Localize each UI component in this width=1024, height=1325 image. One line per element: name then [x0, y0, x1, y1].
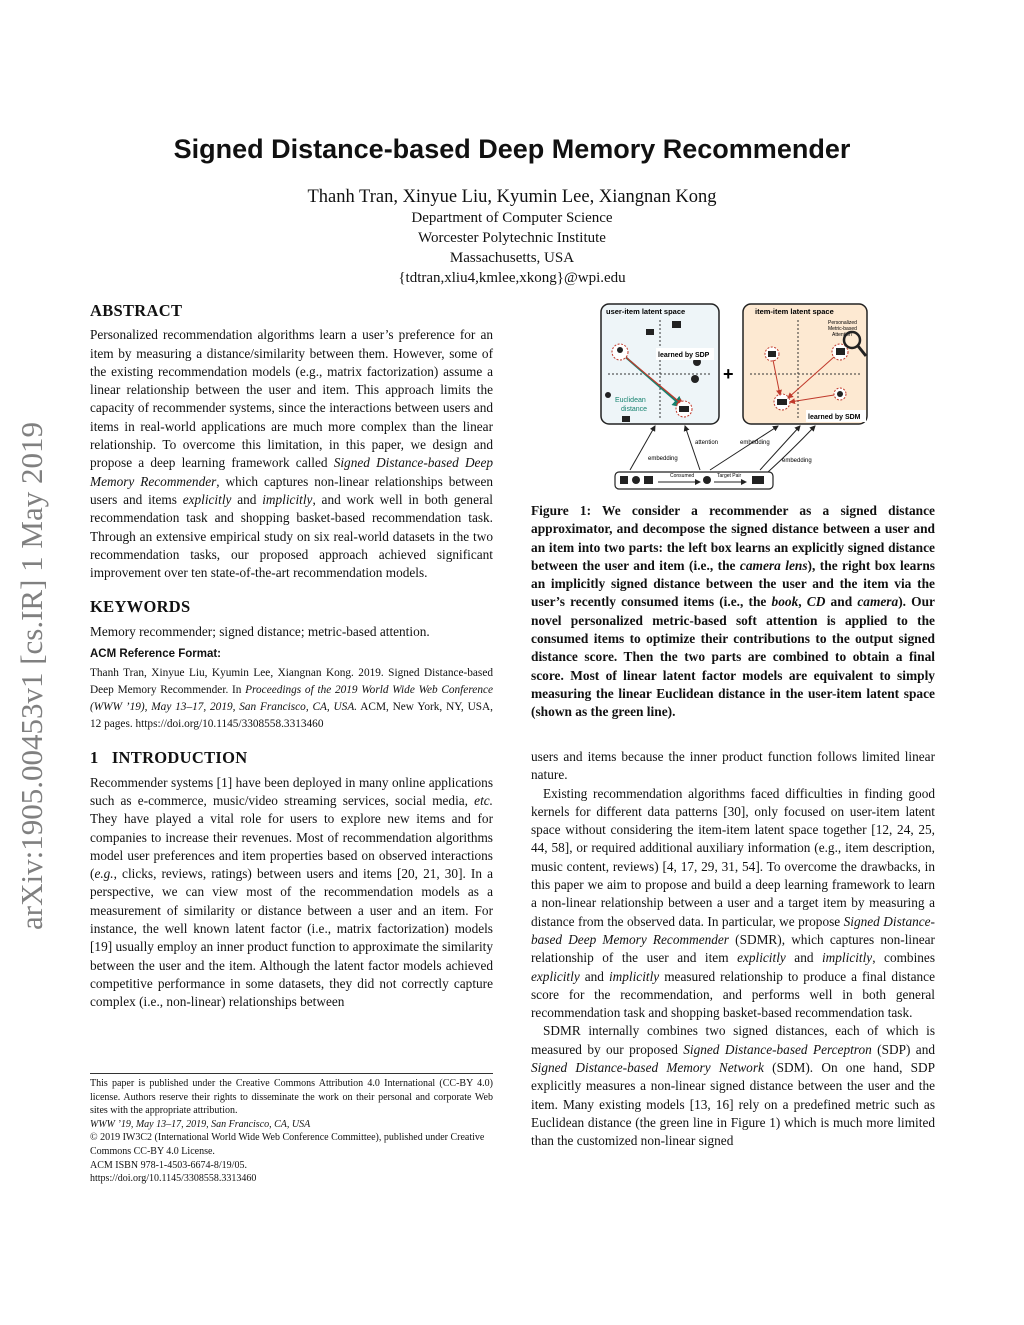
abstract-text: Personalized recommendation algorithms learn a user’s preference for an item by measuring a distance/similarity between them. However, some of the existing recommendation models (e.g., matrix factorization) assume a linear relationship between the user and item. This approach limits the capacity of recommender systems, since the interactions between users and items in real-world applications are much more complex than the linear relationship. To overcome this limitation, in this paper, we design and propose a deep learning framework called Signed Distance-based Deep Memory Recommender, which captures non-linear relationships between users and items explicitly and implicitly, and work well in both general recommendation task and shopping basket-based recommendation task. Through an extensive empirical study on six real-world datasets in the two recommendation tasks, our proposed approach achieved significant improvement over ten state-of-the-art recommendation models. [90, 327, 494, 581]
figure-1-caption: Figure 1: We consider a recommender as a signed distance approximator, and decompose the signed distance between a user and an item into two parts: the left box learns an explicitly signed distance between the user and item (i.e., the camera lens), the right box learns an implicitly signed distance between the user and the item via the user’s recently consumed items (i.e., the book, CD and camera). Our novel personalized metric-based soft attention is applied to the consumed items to optimize their contributions to the output signed distance score. Then the two parts are combined to obtain a final score. Most of linear latent factor models are equivalent to simply measuring the linear Euclidean distance in the user-item latent space (shown as the green line). [531, 503, 935, 720]
input-camera-icon [644, 476, 653, 484]
camera-icon [672, 321, 681, 328]
arxiv-stamp-text: arXiv:1905.00453v1 [cs.IR] 1 May 2019 [14, 422, 49, 930]
affiliation-email: {tdtran,xliu4,kmlee,xkong}@wpi.edu [398, 270, 626, 286]
author-list: Thanh Tran, Xinyue Liu, Kyumin Lee, Xiangnan Kong [307, 187, 717, 207]
affiliation-department: Department of Computer Science [411, 210, 613, 226]
intro-paragraph-2: Existing recommendation algorithms faced difficulties in finding good kernels for different data patterns [30], only focused on user-item latent space without considering the item-item latent space together [12, 24, 25, 44, 58], or required additional auxiliary information (e.g., item description, music content, reviews) [4, 17, 29, 31, 54]. To overcome the drawbacks, in this paper we aim to propose and build a deep learning framework to learn a non-linear relationship between a user and a target item by measuring a distance from the observed data. In particular, we propose Signed Distance-based Deep Memory Recommender (SDMR), which captures non-linear relationship of the user and item explicitly and implicitly, combines explicitly and implicitly measured relationship to produce a final distance score for the recommendation, and performs well in both general recommendation task and shopping basket-based recommendation task. [531, 785, 935, 1021]
affiliation-location: Massachusetts, USA [449, 250, 575, 266]
embedding-label-mid: embedding [740, 440, 770, 446]
introduction-text: Recommender systems [1] have been deployed in many online applications such as e-commerce, music/video streaming services, social media, etc. They have played a vital role for users to explore new items and for companies to increase their revenues. Most of recommendation algorithms model user preferences and item properties based on observed interactions (e.g., clicks, reviews, ratings) between users and items [20, 21, 30]. In a perspective, we can view most of the recommendation models as a measurement of similarity or distance between a user and an item. For instance, the well known latent factor (i.e., matrix factorization) models [19] usually employ an inner product function to approximate the similarity between the user and the item. Although the latent factor models achieved competitive performance in some datasets, they did not correctly capture complex (i.e., non-linear) relationships between [90, 774, 493, 1010]
user-icon-3 [605, 392, 611, 398]
attention-label-3: Attention [832, 332, 852, 338]
book-icon [646, 329, 654, 335]
acm-reference-heading: ACM Reference Format: [90, 648, 221, 661]
footnote-isbn: ACM ISBN 978-1-4503-6674-8/19/05. [90, 1159, 247, 1171]
footnote-conference: WWW ’19, May 13–17, 2019, San Francisco, CA, USA [90, 1118, 311, 1130]
keywords-heading: KEYWORDS [90, 597, 191, 617]
figure-1 [600, 302, 870, 492]
input-target-icon [752, 476, 764, 484]
input-book-icon [620, 476, 628, 484]
paper-title: Signed Distance-based Deep Memory Recommender [173, 134, 851, 164]
left-embedding-arrow [630, 426, 655, 470]
keywords-text: Memory recommender; signed distance; metric-based attention. [90, 623, 430, 639]
affiliation-institute: Worcester Polytechnic Institute [418, 230, 606, 246]
embedding-label-left: embedding [648, 456, 678, 462]
acm-reference-text: Thanh Tran, Xinyue Liu, Kyumin Lee, Xiangnan Kong. 2019. Signed Distance-based Deep Memory Recommender. In Proceedings of the 2019 World Wide Web Conference (WWW ’19), May 13–17, 2019, San Francisco, CA, USA. ACM, New York, NY, USA, 12 pages. https://doi.org/10.1145/3308558.3313460 [90, 667, 493, 731]
attention-label-1: Personalized [828, 320, 857, 326]
user-item-space-title: user-item latent space [606, 307, 686, 316]
introduction-heading: 1 INTRODUCTION [90, 748, 248, 768]
user-icon-2 [691, 375, 699, 383]
learned-by-sdm-label: learned by SDM [808, 414, 861, 421]
plus-sign: + [723, 364, 734, 384]
input-user-icon [703, 476, 711, 484]
embedding-label-right: embedding [782, 458, 812, 464]
learned-by-sdp-label: learned by SDP [658, 352, 710, 359]
input-cd-icon [632, 476, 640, 484]
footnote-doi: https://doi.org/10.1145/3308558.3313460 [90, 1173, 257, 1185]
distance-label: distance [621, 406, 648, 413]
attention-label: attention [695, 440, 719, 446]
attention-label-2: Metric-based [828, 326, 857, 332]
footnote-copyright: © 2019 IW3C2 (International World Wide Web Conference Committee), published under Creative Commons CC-BY 4.0 License. [90, 1132, 485, 1157]
arxiv-side-stamp [10, 360, 54, 940]
copyright-footnote [90, 1073, 493, 1186]
consumed-label: Consumed [670, 473, 695, 479]
euclidean-label: Euclidean [615, 397, 646, 404]
right-column [531, 748, 935, 1151]
target-pair-label: Target Pair [717, 473, 742, 479]
intro-continued: users and items because the inner product function follows limited linear nature. [531, 749, 935, 783]
camera-icon-2 [622, 416, 630, 422]
footnote-license: This paper is published under the Creative Commons Attribution 4.0 International (CC-BY 4.0) license. Authors reserve their rights to disseminate the work on their personal and corporate Web sites with the appropriate attribution. [90, 1078, 493, 1117]
abstract-heading: ABSTRACT [90, 301, 183, 320]
item-item-space-title: item-item latent space [755, 307, 834, 316]
left-column [90, 302, 493, 1012]
intro-paragraph-3: SDMR internally combines two signed distances, each of which is measured by our proposed Signed Distance-based Perceptron (SDP) and Signed Distance-based Memory Network (SDM). On one hand, SDP explicitly measures a non-linear signed distance between the user and the item. Many existing models [13, 16] rely on a predefined metric such as Euclidean distance (the green line in Figure 1) which is much more limited than the customized non-linear signed [531, 1023, 936, 1149]
